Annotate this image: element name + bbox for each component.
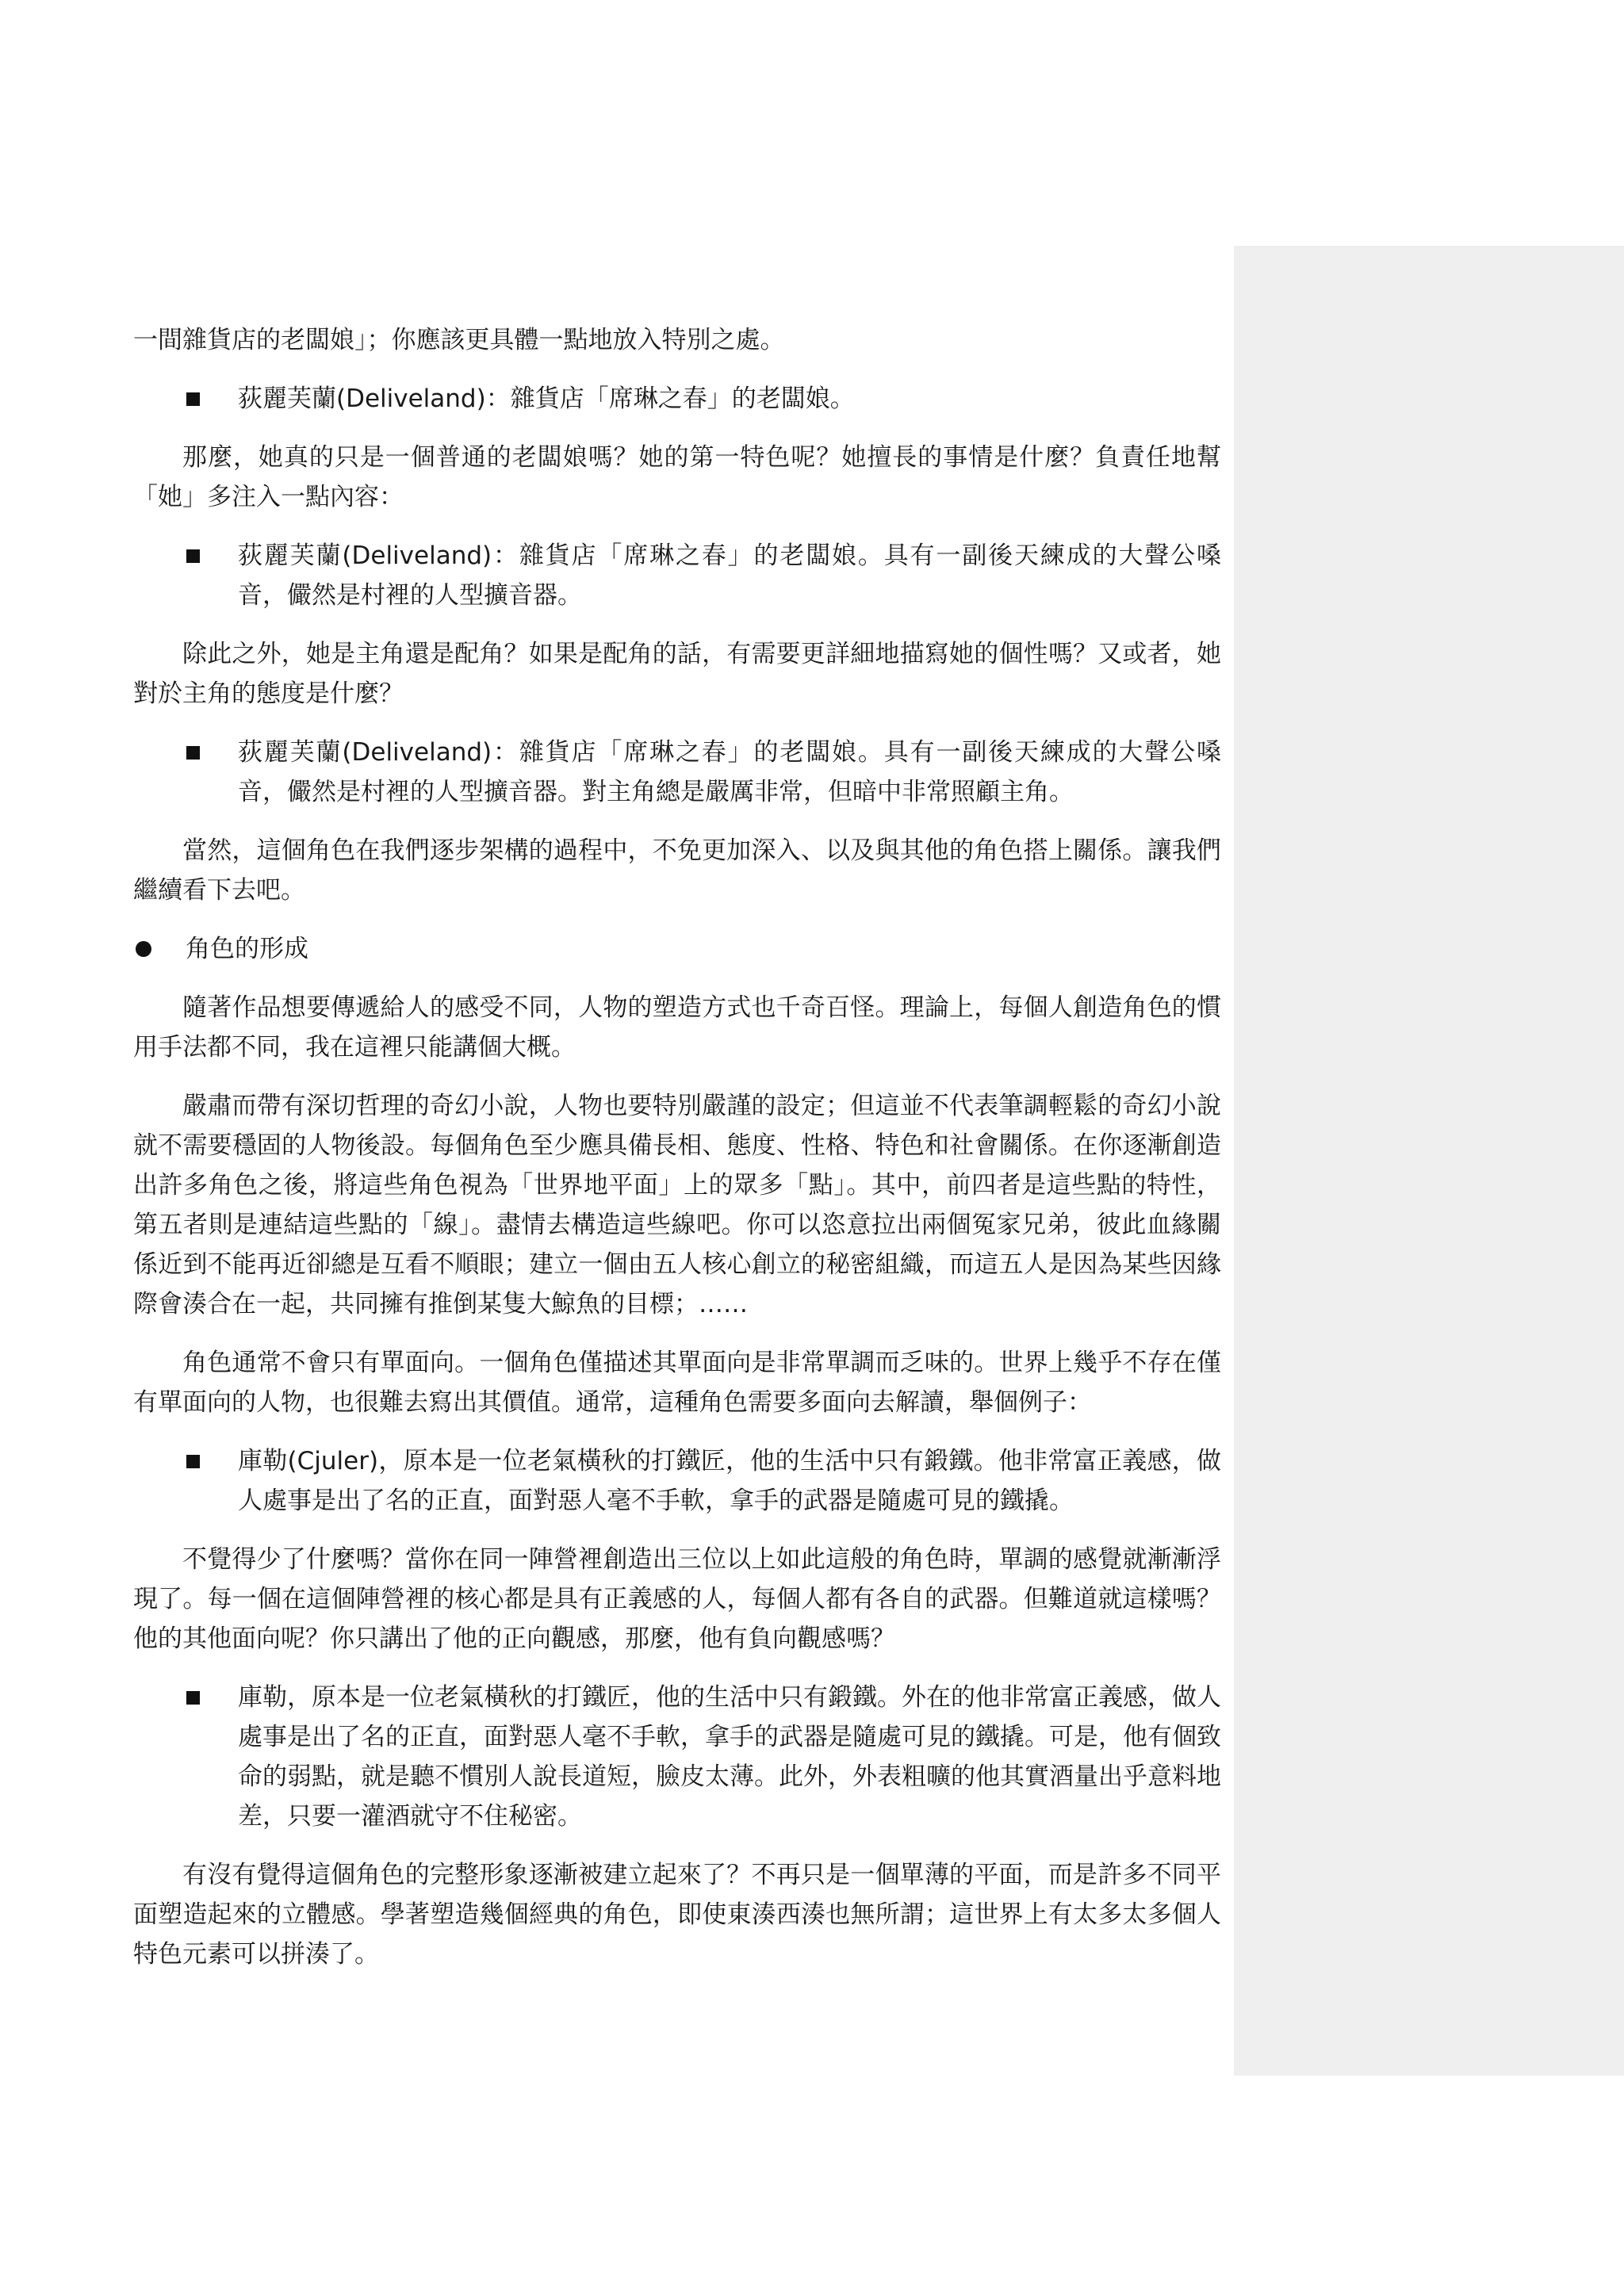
square-bullet-icon — [186, 746, 200, 760]
paragraph: 除此之外，她是主角還是配角？如果是配角的話，有需要更詳細地描寫她的個性嗎？又或者，她對於主角的態度是什麼？ — [133, 640, 1221, 708]
bullet-text: 庫勒(Cjuler)，原本是一位老氣橫秋的打鐵匠，他的生活中只有鍛鐵。他非常富正義感，做人處事是出了名的正直，面對惡人毫不手軟，拿手的武器是隨處可見的鐵撬。 — [238, 1447, 1221, 1515]
bullet-item — [133, 379, 1221, 419]
section-heading — [133, 929, 1221, 969]
round-bullet-icon — [136, 941, 151, 957]
bullet-item — [133, 1678, 1221, 1836]
bullet-item — [133, 1441, 1221, 1521]
bullet-text: 荻麗芙蘭(Deliveland)：雜貨店「席琳之春」的老闆娘。具有一副後天練成的大聲公嗓音，儼然是村裡的人型擴音器。對主角總是嚴厲非常，但暗中非常照顧主角。 — [238, 738, 1221, 806]
bullet-item — [133, 536, 1221, 615]
paragraph: 一間雜貨店的老闆娘」；你應該更具體一點地放入特別之處。 — [133, 326, 785, 354]
paragraph: 嚴肅而帶有深切哲理的奇幻小說，人物也要特別嚴謹的設定；但這並不代表筆調輕鬆的奇幻小說就不需要穩固的人物後設。每個角色至少應具備長相、態度、性格、特色和社會關係。在你逐漸創造出許多角色之後，將這些角色視為「世界地平面」上的眾多「點」。其中，前四者是這些點的特性，第五者則是連結這些點的「線」。盡情去構造這些線吧。你可以恣意拉出兩個冤家兄弟，彼此血緣關係近到不能再近卻總是互看不順眼；建立一個由五人核心創立的秘密組織，而這五人是因為某些因緣際會湊合在一起，共同擁有推倒某隻大鯨魚的目標；…… — [133, 1092, 1221, 1318]
square-bullet-icon — [186, 1455, 200, 1468]
bullet-text: 荻麗芙蘭(Deliveland)：雜貨店「席琳之春」的老闆娘。具有一副後天練成的大聲公嗓音，儼然是村裡的人型擴音器。 — [238, 541, 1221, 610]
paragraph: 不覺得少了什麼嗎？當你在同一陣營裡創造出三位以上如此這般的角色時，單調的感覺就漸漸浮現了。每一個在這個陣營裡的核心都是具有正義感的人，每個人都有各自的武器。但難道就這樣嗎？他的其他面向呢？你只講出了他的正向觀感，那麼，他有負向觀感嗎？ — [133, 1545, 1221, 1653]
square-bullet-icon — [186, 1691, 200, 1705]
paragraph: 角色通常不會只有單面向。一個角色僅描述其單面向是非常單調而乏味的。世界上幾乎不存在僅有單面向的人物，也很難去寫出其價值。通常，這種角色需要多面向去解讀，舉個例子： — [133, 1349, 1221, 1417]
section-heading-text: 角色的形成 — [186, 935, 308, 963]
bullet-text: 庫勒，原本是一位老氣橫秋的打鐵匠，他的生活中只有鍛鐵。外在的他非常富正義感，做人處事是出了名的正直，面對惡人毫不手軟，拿手的武器是隨處可見的鐵撬。可是，他有個致命的弱點，就是聽不慣別人說長道短，臉皮太薄。此外，外表粗曠的他其實酒量出乎意料地差，只要一灌酒就守不住秘密。 — [238, 1683, 1221, 1831]
square-bullet-icon — [186, 392, 200, 406]
comment-margin-pane — [1234, 246, 1624, 2076]
document-body — [133, 320, 1221, 1993]
bullet-text: 荻麗芙蘭(Deliveland)：雜貨店「席琳之春」的老闆娘。 — [238, 385, 855, 413]
paragraph: 那麼，她真的只是一個普通的老闆娘嗎？她的第一特色呢？她擅長的事情是什麼？負責任地幫「她」多注入一點內容： — [133, 443, 1221, 511]
paragraph: 有沒有覺得這個角色的完整形象逐漸被建立起來了？不再只是一個單薄的平面，而是許多不同平面塑造起來的立體感。學著塑造幾個經典的角色，即使東湊西湊也無所謂；這世界上有太多太多個人特色元素可以拼湊了。 — [133, 1861, 1221, 1969]
paragraph: 隨著作品想要傳遞給人的感受不同，人物的塑造方式也千奇百怪。理論上，每個人創造角色的慣用手法都不同，我在這裡只能講個大概。 — [133, 993, 1221, 1062]
square-bullet-icon — [186, 549, 200, 563]
bullet-item — [133, 733, 1221, 812]
paragraph: 當然，這個角色在我們逐步架構的過程中，不免更加深入、以及與其他的角色搭上關係。讓我們繼續看下去吧。 — [133, 836, 1221, 905]
